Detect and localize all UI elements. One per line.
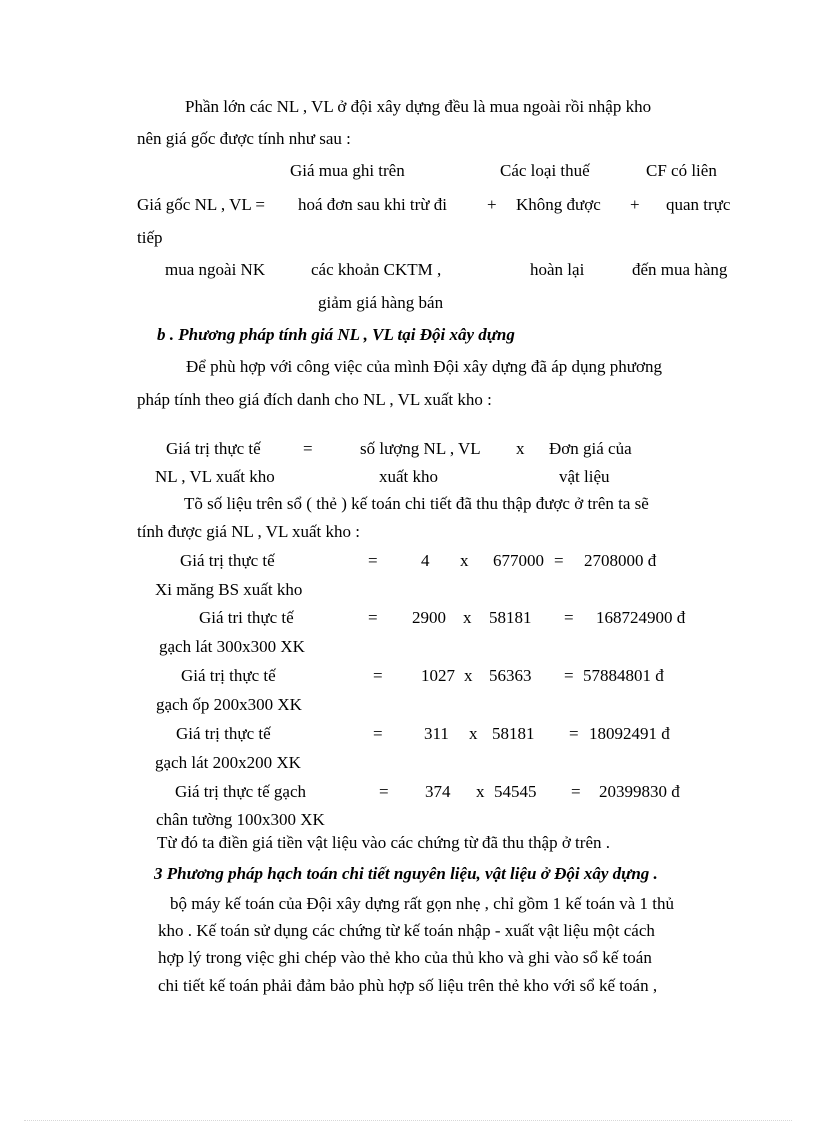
calc-label-1: Giá trị thực tế <box>180 551 275 570</box>
calc-x: x <box>469 724 478 743</box>
calc-eq-2: = <box>554 551 564 570</box>
para-3-line-2: kho . Kế toán sử dụng các chứng từ kế toán nhập - xuất vật liệu một cách <box>158 921 655 940</box>
calc-eq: = <box>373 724 383 743</box>
calc-eq-2: = <box>564 608 574 627</box>
calc-eq: = <box>368 551 378 570</box>
calc-total: 20399830 đ <box>599 782 680 801</box>
calc-price: 54545 <box>494 782 537 801</box>
calc-price: 58181 <box>492 724 535 743</box>
para-3-line-4: chi tiết kế toán phải đảm bảo phù hợp số liệu trên thẻ kho với sổ kế toán , <box>158 976 658 995</box>
formula1-col2-top: Các loại thuế <box>500 161 590 180</box>
calc-label-1: Giá trị thực tế gạch <box>175 782 306 801</box>
formula1-col2-mid: Không được <box>516 195 601 214</box>
calc-label-1: Giá tri thực tế <box>199 608 294 627</box>
calc-eq-2: = <box>564 666 574 685</box>
formula2-rhs-2: vật liệu <box>559 467 610 486</box>
formula1-lhs-bottom: mua ngoài NK <box>165 260 266 279</box>
calc-label-2: gạch lát 200x200 XK <box>155 753 301 772</box>
formula1-col1-mid: hoá đơn sau khi trừ đi <box>298 195 447 214</box>
formula2-x: x <box>516 439 525 458</box>
calc-eq-2: = <box>569 724 579 743</box>
para-c-line-1: Tõ số liệu trên sổ ( thẻ ) kế toán chi tiết đã thu thập được ở trên ta sẽ <box>184 494 649 513</box>
formula2-rhs-1: Đơn giá của <box>549 439 632 458</box>
calc-eq: = <box>373 666 383 685</box>
calc-qty: 2900 <box>412 608 446 627</box>
calc-label-1: Giá trị thực tế <box>176 724 271 743</box>
formula2-mid-1: số lượng NL , VL <box>360 439 481 458</box>
formula2-lhs-1: Giá trị thực tế <box>166 439 261 458</box>
formula1-col1-bottom: các khoản CKTM , <box>311 260 442 279</box>
formula1-col1-bottom-2: giảm giá hàng bán <box>318 293 444 312</box>
formula2-lhs-2: NL , VL xuất kho <box>155 467 275 486</box>
calc-qty: 374 <box>425 782 451 801</box>
calc-eq: = <box>379 782 389 801</box>
calc-x: x <box>460 551 469 570</box>
para-3-line-1: bộ máy kế toán của Đội xây dựng rất gọn nhẹ , chỉ gồm 1 kế toán và 1 thủ <box>170 894 674 913</box>
formula2-eq: = <box>303 439 313 458</box>
calc-total: 57884801 đ <box>583 666 664 685</box>
formula1-col3-top: CF có liên <box>646 161 717 180</box>
para-c-line-2: tính được giá NL , VL xuất kho : <box>137 522 360 541</box>
calc-qty: 4 <box>421 551 430 570</box>
page-bottom-rule <box>24 1120 792 1121</box>
calc-label-2: Xi măng BS xuất kho <box>155 580 303 599</box>
calc-label-2: chân tường 100x300 XK <box>156 810 325 829</box>
formula1-plus-2: + <box>630 195 640 214</box>
para-b-line-2: pháp tính theo giá đích danh cho NL , VL xuất kho : <box>137 390 492 409</box>
intro-line-1: Phần lớn các NL , VL ở đội xây dựng đều là mua ngoài rồi nhập kho <box>185 97 652 116</box>
para-3-line-3: hợp lý trong việc ghi chép vào thẻ kho của thủ kho và ghi vào sổ kế toán <box>158 948 652 967</box>
section-heading-b: b . Phương pháp tính giá NL , VL tại Đội xây dựng <box>157 325 515 344</box>
calc-price: 677000 <box>493 551 544 570</box>
formula1-col3-bottom: đến mua hàng <box>632 260 728 279</box>
calc-total: 18092491 đ <box>589 724 670 743</box>
formula1-plus-1: + <box>487 195 497 214</box>
calc-price: 58181 <box>489 608 532 627</box>
calc-qty: 311 <box>424 724 449 743</box>
formula1-col3-mid: quan trực <box>666 195 731 214</box>
calc-price: 56363 <box>489 666 532 685</box>
calc-total: 2708000 đ <box>584 551 657 570</box>
formula1-lhs: Giá gốc NL , VL = <box>137 195 265 214</box>
calc-x: x <box>463 608 472 627</box>
calc-label-2: gạch lát 300x300 XK <box>159 637 305 656</box>
calc-total: 168724900 đ <box>596 608 686 627</box>
calc-eq: = <box>368 608 378 627</box>
intro-line-2: nên giá gốc được tính như sau : <box>137 129 351 148</box>
calc-x: x <box>476 782 485 801</box>
calc-label-2: gạch ốp 200x300 XK <box>156 695 302 714</box>
formula1-col1-top: Giá mua ghi trên <box>290 161 405 180</box>
formula2-mid-2: xuất kho <box>379 467 439 486</box>
calc-eq-2: = <box>571 782 581 801</box>
para-b-line-1: Để phù hợp với công việc của mình Đội xây dựng đã áp dụng phương <box>186 357 662 376</box>
formula1-col3-wrap: tiếp <box>137 228 163 247</box>
calc-label-1: Giá trị thực tế <box>181 666 276 685</box>
section-heading-3: 3 Phương pháp hạch toán chi tiết nguyên liệu, vật liệu ở Đội xây dựng . <box>154 864 658 883</box>
calc-x: x <box>464 666 473 685</box>
formula1-col2-bottom: hoàn lại <box>530 260 585 279</box>
after-calc-text: Từ đó ta điền giá tiền vật liệu vào các chứng từ đã thu thập ở trên . <box>157 833 610 852</box>
calc-qty: 1027 <box>421 666 455 685</box>
